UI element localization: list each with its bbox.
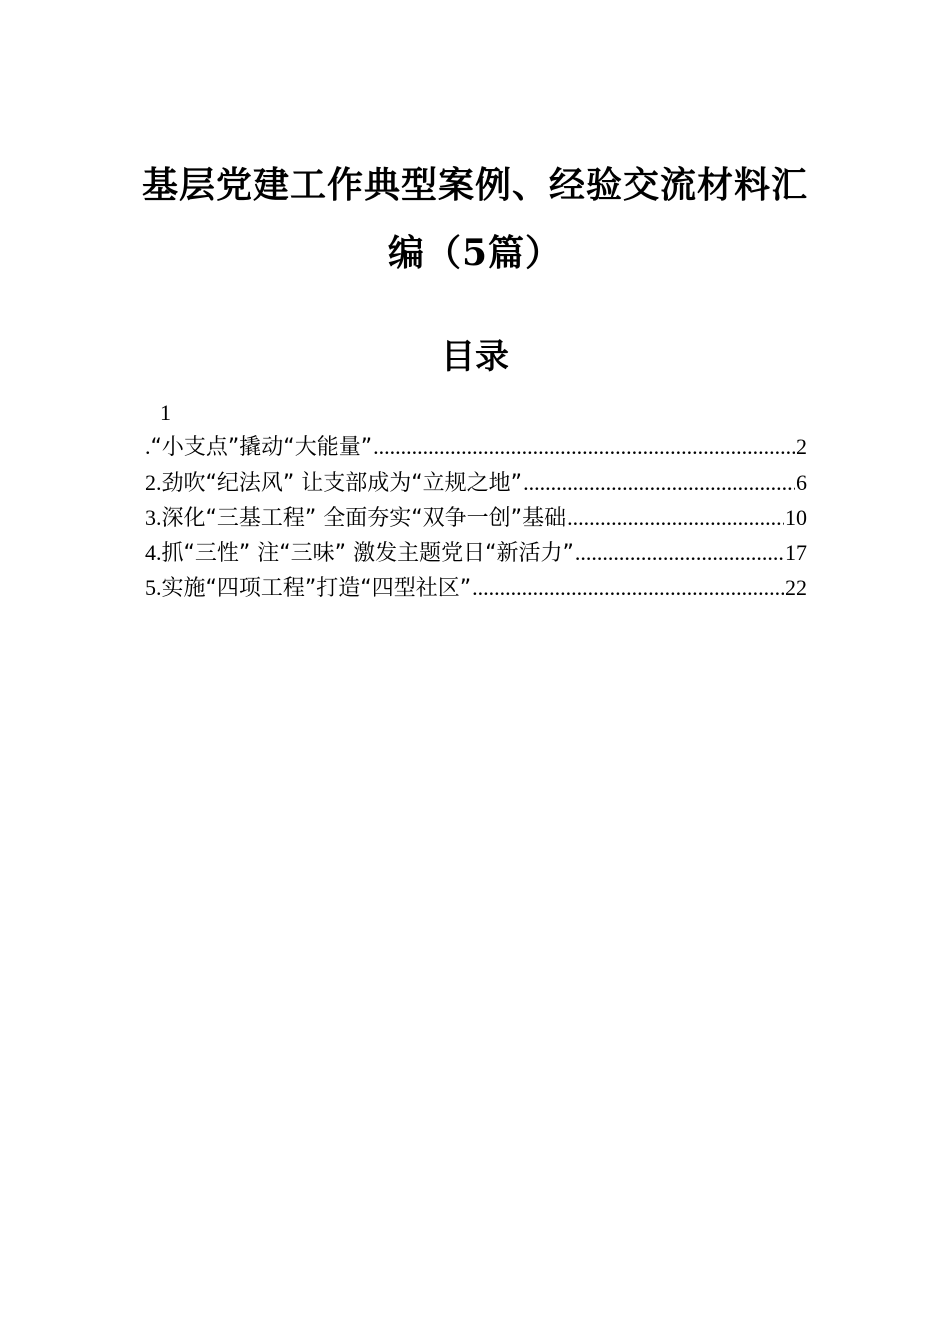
- toc-entry-title: 深化“三基工程” 全面夯实“双争一创”基础: [161, 506, 567, 531]
- document-title-line2: 编（5篇）: [387, 232, 563, 274]
- toc-entry-number: 4.: [145, 540, 162, 565]
- toc-dot-leader: [575, 538, 784, 568]
- toc-entry-page: 10: [785, 505, 807, 530]
- toc-entry-page: 2: [796, 434, 807, 459]
- toc-entry-number: 5.: [145, 575, 162, 600]
- toc-entry-title: “小支点”撬动“大能量”: [150, 435, 373, 460]
- toc-entry-number: 2.: [145, 470, 162, 495]
- toc-entry-title: 实施“四项工程”打造“四型社区”: [161, 576, 472, 601]
- toc-dot-leader: [373, 432, 795, 462]
- toc-dot-leader: [567, 503, 784, 533]
- document-title-line1: 基层党建工作典型案例、经验交流材料汇: [141, 164, 808, 206]
- toc-entry-number: 3.: [145, 505, 162, 530]
- toc-entry-5[interactable]: [145, 573, 807, 603]
- toc-entry-1[interactable]: [145, 432, 807, 462]
- toc-dot-leader: [523, 468, 795, 498]
- toc-entry-page: 17: [785, 540, 807, 565]
- toc-dot-leader: [472, 573, 784, 603]
- toc-heading: 目录: [441, 337, 509, 377]
- toc-entry-title: 劲吹“纪法风” 让支部成为“立规之地”: [161, 471, 523, 496]
- toc-entry-number: .: [145, 434, 151, 459]
- toc-entry-2[interactable]: [145, 468, 807, 498]
- toc-entry-page: 6: [796, 470, 807, 495]
- toc-entry-title: 抓“三性” 注“三味” 激发主题党日“新活力”: [161, 541, 574, 566]
- toc-entry-3[interactable]: [145, 503, 807, 533]
- toc-first-entry-number: 1: [160, 400, 171, 425]
- toc-entry-page: 22: [785, 575, 807, 600]
- toc-entry-4[interactable]: [145, 538, 807, 568]
